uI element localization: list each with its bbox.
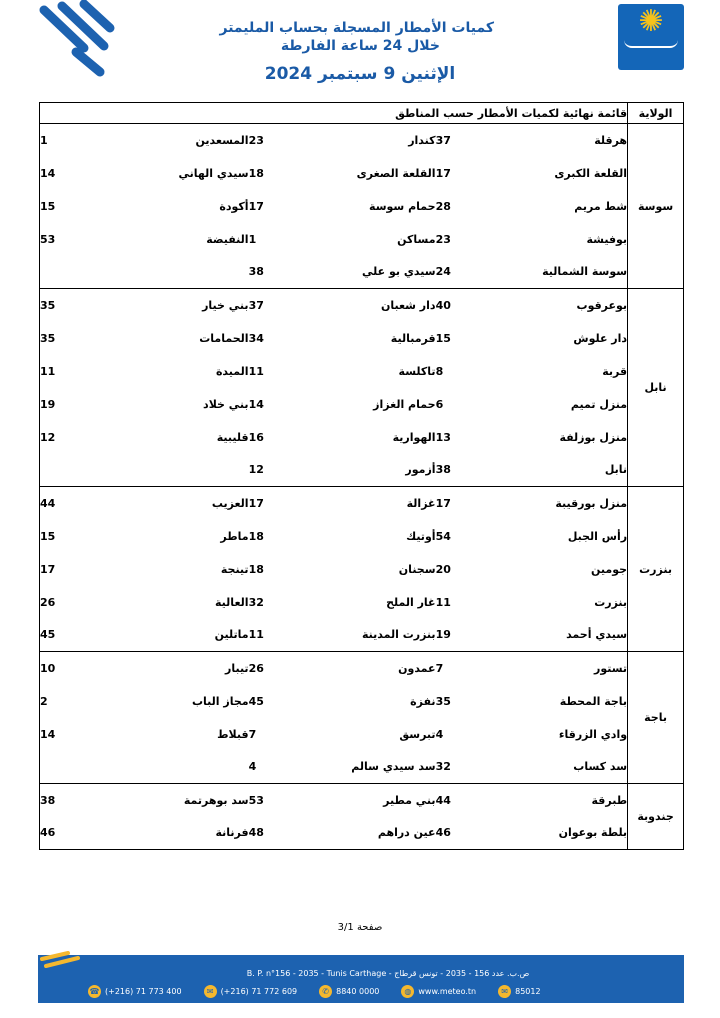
rainfall-value: 1 <box>248 232 257 246</box>
meteo-logo <box>618 4 684 70</box>
station-name: بنزرت المدينة <box>324 619 436 652</box>
rainfall-value: 8 <box>435 364 444 378</box>
table-row <box>40 751 684 784</box>
footer-stripes <box>38 951 88 971</box>
station-name: المسعدين <box>137 124 249 157</box>
rainfall-value: 18 <box>248 529 264 543</box>
footer-contact-item <box>88 985 182 998</box>
footer-contact-item <box>498 985 540 998</box>
rainfall-value: 17 <box>40 553 137 586</box>
governorate-name: نابل <box>628 289 684 487</box>
rainfall-value: 48 <box>249 817 324 850</box>
rainfall-value: 35 <box>40 322 137 355</box>
station-name: دار شعبان <box>324 289 436 322</box>
footer-contacts <box>88 983 563 999</box>
rainfall-value: 38 <box>249 256 324 289</box>
rainfall-value: 44 <box>436 784 511 817</box>
table-row <box>40 124 684 157</box>
rainfall-value: 12 <box>249 454 324 487</box>
rainfall-value: 18 <box>248 166 264 180</box>
rainfall-value: 13 <box>435 430 451 444</box>
station-name: تينجة <box>220 562 249 576</box>
table-row <box>40 388 684 421</box>
station-name: مساكن <box>397 232 436 246</box>
station-name: منزل بورقيبة <box>511 487 628 520</box>
rainfall-value: 53 <box>40 223 137 256</box>
footer-contact-text: 8840 0000 <box>336 986 380 996</box>
station-name: فرنانة <box>137 817 249 850</box>
station-name: غزالة <box>324 487 436 520</box>
station-name: أوتيك <box>406 529 436 543</box>
station-name: عين دراهم <box>324 817 436 850</box>
station-name: نابل <box>511 454 628 487</box>
rainfall-value: 11 <box>40 355 137 388</box>
table-row <box>40 817 684 850</box>
station-name: بني خيار <box>137 289 249 322</box>
rainfall-value <box>40 751 137 784</box>
station-name: دار علوش <box>573 331 628 345</box>
rainfall-value: 11 <box>435 595 451 609</box>
rainfall-value: 18 <box>248 562 264 576</box>
station-name: سوسة الشمالية <box>511 256 628 289</box>
rainfall-value: 4 <box>249 751 324 784</box>
sun-icon: ✺ <box>638 4 664 39</box>
station-name: النفيضة <box>206 232 249 246</box>
table-row <box>40 256 684 289</box>
station-name: عمدون <box>324 652 436 685</box>
station-name: بني مطير <box>324 784 436 817</box>
rainfall-value: 14 <box>40 718 137 751</box>
rainfall-value: 46 <box>40 817 137 850</box>
station-name: شط مريم <box>574 199 628 213</box>
station-name: سد بوهرتمة <box>137 784 249 817</box>
station-name: بوفيشة <box>586 232 628 246</box>
station-name: الميدة <box>215 364 249 378</box>
table-row <box>40 586 684 619</box>
rainfall-value: 35 <box>435 694 451 708</box>
station-name: منزل تميم <box>570 397 628 411</box>
station-name: تبرسق <box>399 727 436 741</box>
table-header-row <box>40 103 684 124</box>
rainfall-value: 34 <box>248 331 264 345</box>
station-name: سيدي الهاني <box>178 166 249 180</box>
station-name: مجاز الباب <box>191 694 249 708</box>
station-name: بني خلاد <box>203 397 249 411</box>
page-number: صفحة 3/1 <box>337 922 383 933</box>
rainfall-value: 37 <box>249 289 324 322</box>
station-name: الحمامات <box>199 331 249 345</box>
footer-contact-text: (+216) 71 772 609 <box>220 986 298 996</box>
station-name: ماتلين <box>137 619 249 652</box>
web-icon: ◍ <box>401 985 414 998</box>
rainfall-value: 7 <box>248 727 257 741</box>
rainfall-value: 10 <box>40 652 137 685</box>
rainfall-value: 26 <box>40 586 137 619</box>
table-row <box>40 157 684 190</box>
station-name: العالية <box>215 595 249 609</box>
rainfall-value <box>40 454 137 487</box>
station-name: نفزة <box>410 694 436 708</box>
rainfall-value: 1 <box>40 124 137 157</box>
rainfall-value: 17 <box>436 487 511 520</box>
rainfall-value: 16 <box>248 430 264 444</box>
wave-icon <box>624 40 678 48</box>
rainfall-value: 19 <box>436 619 511 652</box>
rainfall-table <box>39 102 684 850</box>
rainfall-value: 14 <box>40 157 137 190</box>
rainfall-value: 53 <box>249 784 324 817</box>
rainfall-value: 15 <box>435 331 451 345</box>
rainfall-value: 12 <box>40 421 137 454</box>
station-name: جومين <box>591 562 628 576</box>
governorate-header: الولاية <box>628 103 684 124</box>
rainfall-value: 28 <box>435 199 451 213</box>
title-line-1: كميات الأمطار المسجلة بحساب المليمتر <box>219 20 494 36</box>
table-row <box>40 322 684 355</box>
rainfall-value: 26 <box>249 652 324 685</box>
rainfall-value: 44 <box>40 487 137 520</box>
rainfall-value: 15 <box>40 190 137 223</box>
rainfall-value: 45 <box>248 694 264 708</box>
footer-contact-item <box>204 985 298 998</box>
governorate-name: جندوبة <box>628 784 684 850</box>
station-name: تستور <box>511 652 628 685</box>
rainfall-value: 54 <box>435 529 451 543</box>
station-name <box>137 751 249 784</box>
station-name: رأس الجبل <box>567 529 628 543</box>
station-name: قبلاط <box>217 727 249 741</box>
rainfall-value: 37 <box>436 124 511 157</box>
station-name: تاكلسة <box>398 364 436 378</box>
table-row <box>40 454 684 487</box>
footer-address: B. P. n°156 - 2035 - Tunis Carthage - ص.ب. عدد 156 - 2035 - تونس قرطاج <box>246 969 530 978</box>
station-name: قليبية <box>216 430 249 444</box>
station-name: غار الملح <box>386 595 436 609</box>
rainfall-value: 35 <box>40 289 137 322</box>
table-row <box>40 487 684 520</box>
footer-contact-item <box>401 985 476 998</box>
rainfall-value: 23 <box>435 232 451 246</box>
footer-contact-text: 85012 <box>515 986 541 996</box>
table-row <box>40 223 684 256</box>
rainfall-value: 20 <box>435 562 451 576</box>
table-row <box>40 652 684 685</box>
station-name: ماطر <box>220 529 249 543</box>
station-name: منزل بوزلفة <box>559 430 628 444</box>
station-name: بنزرت <box>594 595 628 609</box>
station-name: حمام سوسة <box>369 199 436 213</box>
rainfall-value: 11 <box>248 364 264 378</box>
table-row <box>40 718 684 751</box>
rainfall-value: 11 <box>249 619 324 652</box>
green-number-icon: ✆ <box>319 985 332 998</box>
table-row <box>40 619 684 652</box>
rainfall-value: 17 <box>248 199 264 213</box>
station-name: قربة <box>602 364 628 378</box>
rainfall-value: 2 <box>40 685 137 718</box>
title-line-2: خلال 24 ساعة الفارطة <box>280 38 440 54</box>
footer-contact-text: www.meteo.tn <box>418 986 477 996</box>
station-name: القلعة الكبرى <box>554 166 628 180</box>
station-name <box>137 256 249 289</box>
station-name: العزيب <box>137 487 249 520</box>
rainfall-value: 19 <box>40 388 137 421</box>
table-row <box>40 289 684 322</box>
station-name: أزمور <box>324 454 436 487</box>
rainfall-value: 40 <box>436 289 511 322</box>
station-name: سيدي بو علي <box>324 256 436 289</box>
station-name: قرمبالية <box>390 331 436 345</box>
station-name: بلطة بوعوان <box>511 817 628 850</box>
table-row <box>40 355 684 388</box>
governorate-name: بنزرت <box>628 487 684 652</box>
rainfall-value <box>40 256 137 289</box>
rainfall-value: 32 <box>436 751 511 784</box>
station-name: طبرقة <box>511 784 628 817</box>
table-row <box>40 190 684 223</box>
station-name: حمام الغزاز <box>373 397 436 411</box>
station-name: بوعرقوب <box>511 289 628 322</box>
phone-icon: ☎ <box>89 986 100 996</box>
rainfall-value: 14 <box>248 397 264 411</box>
rainfall-value: 32 <box>248 595 264 609</box>
rainfall-value: 38 <box>40 784 137 817</box>
station-name: سيدي أحمد <box>511 619 628 652</box>
table-row <box>40 784 684 817</box>
station-name: وادي الزرقاء <box>558 727 628 741</box>
table-row <box>40 685 684 718</box>
report-date: الإثنين 9 سبتمبر 2024 <box>264 64 456 84</box>
station-name: سجنان <box>398 562 436 576</box>
station-name: سد كساب <box>511 751 628 784</box>
rainfall-value: 38 <box>436 454 511 487</box>
footer-contact-item <box>319 985 379 998</box>
fax-icon: ✉ <box>204 985 217 998</box>
rainfall-value: 24 <box>436 256 511 289</box>
governorate-name: باجة <box>628 652 684 784</box>
station-name: تيبار <box>137 652 249 685</box>
governorate-name: سوسة <box>628 124 684 289</box>
rainfall-value: 23 <box>249 124 324 157</box>
list-header: قائمة نهائية لكميات الأمطار حسب المناطق <box>40 103 628 124</box>
footer-contact-text: (+216) 71 773 400 <box>105 986 182 996</box>
rainfall-value: 4 <box>435 727 444 741</box>
rainfall-value: 46 <box>436 817 511 850</box>
rainfall-value: 17 <box>249 487 324 520</box>
station-name: القلعة الصغرى <box>356 166 436 180</box>
station-name <box>137 454 249 487</box>
station-name: هرقلة <box>511 124 628 157</box>
sms-icon: ✉ <box>498 985 511 998</box>
rainfall-value: 15 <box>40 520 137 553</box>
rainfall-value: 6 <box>435 397 444 411</box>
table-row <box>40 421 684 454</box>
rainfall-value: 45 <box>40 619 137 652</box>
station-name: سد سيدي سالم <box>324 751 436 784</box>
station-name: باجة المحطة <box>559 694 628 708</box>
table-body <box>40 124 684 850</box>
station-name: كندار <box>324 124 436 157</box>
footer <box>38 955 684 1003</box>
table-row <box>40 553 684 586</box>
station-name: أكودة <box>219 199 249 213</box>
table-row <box>40 520 684 553</box>
rainfall-value: 7 <box>436 652 511 685</box>
station-name: الهوارية <box>392 430 436 444</box>
rainfall-value: 17 <box>435 166 451 180</box>
